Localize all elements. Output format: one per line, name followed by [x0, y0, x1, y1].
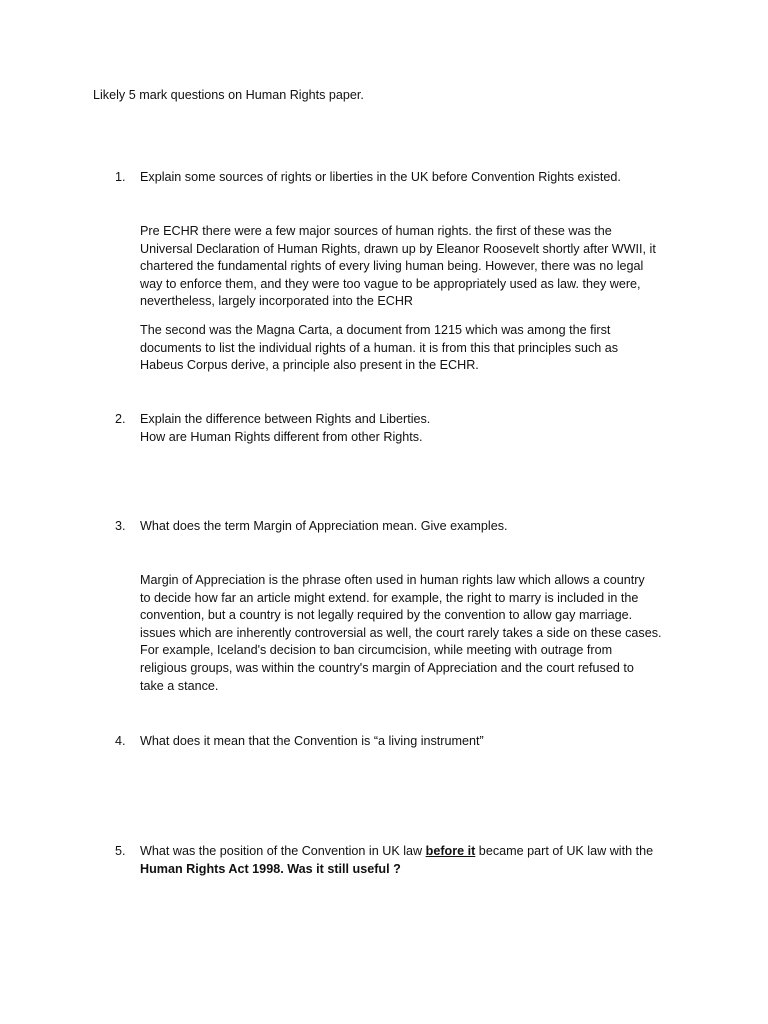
- answer-line: For example, Iceland's decision to ban circumcision, while meeting with outrage from: [140, 643, 613, 658]
- question-line: How are Human Rights different from other Rights.: [140, 429, 423, 444]
- answer-1-paragraph-2: [140, 322, 680, 375]
- question-text-segment: What was the position of the Convention in UK law: [140, 844, 426, 858]
- question-line: Explain some sources of rights or liberties in the UK before Convention Rights existed.: [140, 170, 621, 184]
- question-text: [140, 518, 680, 536]
- question-text-segment: became part of UK law with the: [475, 844, 654, 858]
- question-line: Human Rights Act 1998. Was it still useful ?: [140, 861, 401, 876]
- question-number: 5.: [115, 844, 126, 858]
- answer-1-paragraph-1: [140, 223, 680, 311]
- question-text: [140, 411, 680, 446]
- answer-line: take a stance.: [140, 678, 219, 693]
- question-text: [140, 843, 680, 878]
- answer-line: convention, but a country is not legally required by the convention to allow gay marriage.: [140, 608, 633, 623]
- answer-line: Pre ECHR there were a few major sources of human rights. the first of these was the: [140, 224, 612, 238]
- answer-3-paragraph-1: [140, 572, 680, 695]
- answer-line: Margin of Appreciation is the phrase often used in human rights law which allows a country: [140, 573, 645, 587]
- answer-line: way to enforce them, and they were too vague to be appropriately used as law. they were,: [140, 276, 641, 291]
- answer-line: chartered the fundamental rights of every living human being. However, there was no legal: [140, 259, 644, 274]
- answer-line: documents to list the individual rights of a human. it is from this that principles such as: [140, 340, 619, 355]
- underlined-phrase: before it: [425, 844, 476, 858]
- answer-line: nevertheless, largely incorporated into the ECHR: [140, 294, 414, 309]
- question-number: 1.: [115, 170, 126, 184]
- answer-line: to decide how far an article might extend. for example, the right to marry is included in the: [140, 590, 639, 605]
- question-line: [140, 843, 680, 861]
- answer-line: The second was the Magna Carta, a document from 1215 which was among the first: [140, 323, 611, 337]
- answer-line: issues which are inherently controversial as well, the court rarely takes a side on these cases.: [140, 625, 662, 640]
- answer-line: Habeus Corpus derive, a principle also present in the ECHR.: [140, 358, 479, 373]
- question-line: Explain the difference between Rights and Liberties.: [140, 412, 431, 426]
- answer-line: Universal Declaration of Human Rights, drawn up by Eleanor Roosevelt shortly after WWII, it: [140, 241, 656, 256]
- question-text: [140, 169, 680, 187]
- question-number: 4.: [115, 734, 126, 748]
- document-heading: Likely 5 mark questions on Human Rights paper.: [93, 88, 364, 102]
- question-line: What does the term Margin of Appreciation mean. Give examples.: [140, 519, 508, 533]
- question-number: 2.: [115, 412, 126, 426]
- question-line: What does it mean that the Convention is “a living instrument”: [140, 734, 484, 748]
- question-text: [140, 733, 680, 751]
- question-number: 3.: [115, 519, 126, 533]
- answer-line: religious groups, was within the country's margin of Appreciation and the court refused to: [140, 660, 634, 675]
